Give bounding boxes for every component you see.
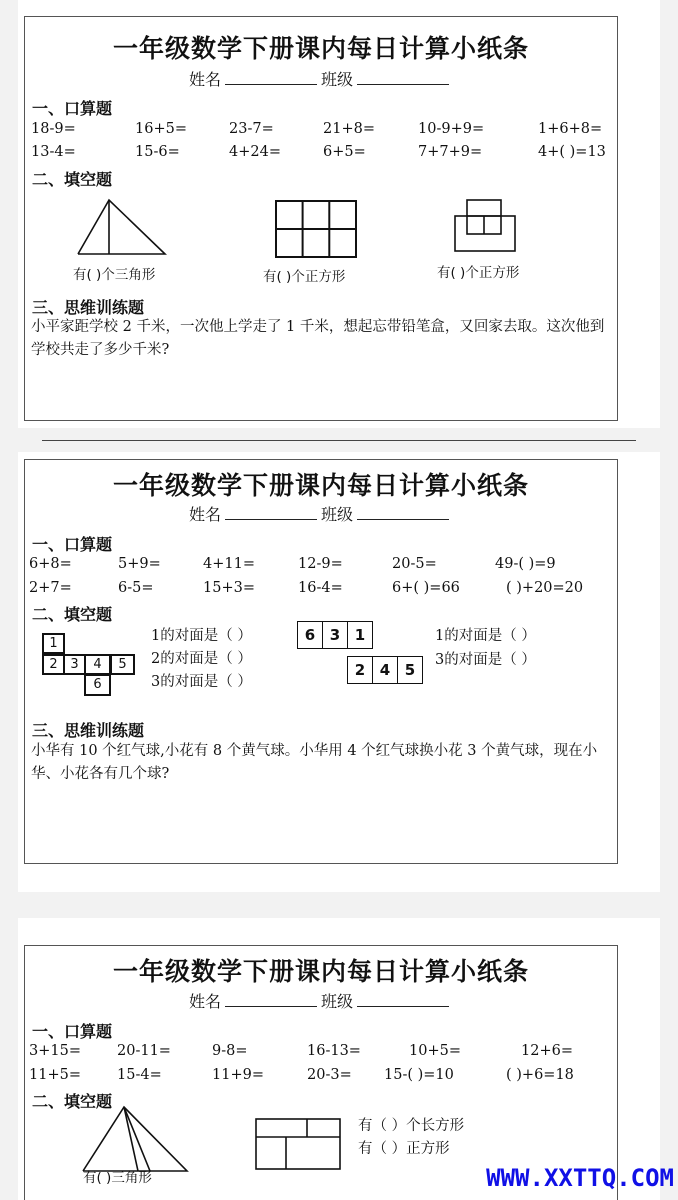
- class-label: 班级: [321, 992, 354, 1011]
- name-label: 姓名: [188, 70, 221, 89]
- section-fill: 二、填空题: [32, 605, 113, 624]
- section-oral: 一、口算题: [32, 99, 113, 118]
- oral-item: 4+11=: [203, 556, 255, 572]
- opposite-face-question: 2的对面是（ ）: [151, 651, 252, 667]
- overlap-caption: 有( )个正方形: [437, 265, 520, 281]
- word-problem: 小平家距学校 2 千米，一次他上学走了 1 千米，想起忘带铅笔盒，又回家去取。这次他到学校共走了多少千米?: [31, 319, 605, 358]
- oral-item: 20-5=: [392, 556, 437, 572]
- oral-item: 10-9+9=: [418, 121, 485, 137]
- oral-item: 10+5=: [409, 1043, 461, 1059]
- name-blank[interactable]: [225, 993, 317, 1007]
- opposite-face-question: 1的对面是（ ）: [151, 628, 252, 644]
- fan-triangle-figure: [80, 1104, 190, 1174]
- word-problem: 小华有 10 个红气球,小花有 8 个黄气球。小华用 4 个红气球换小花 3 个黄气球，现在小华、小花各有几个球?: [31, 743, 598, 782]
- oral-item: 12+6=: [521, 1043, 573, 1059]
- oral-item: 15-( )=10: [384, 1067, 454, 1083]
- name-blank[interactable]: [225, 71, 317, 85]
- grid-figure: [275, 200, 357, 258]
- net-square: 6: [84, 674, 111, 696]
- section-fill: 二、填空题: [32, 1092, 113, 1111]
- name-class-line: [25, 67, 617, 90]
- class-blank[interactable]: [357, 506, 449, 520]
- section-oral: 一、口算题: [32, 535, 113, 554]
- fill-question: 有（ ）正方形: [358, 1141, 450, 1157]
- rectangle-figure: [255, 1118, 341, 1170]
- oral-item: ( )+20=20: [506, 580, 584, 596]
- oral-item: 20-11=: [117, 1043, 171, 1059]
- oral-item: 11+9=: [212, 1067, 264, 1083]
- triangle-caption: 有( )个三角形: [73, 267, 156, 283]
- oral-item: 4+24=: [229, 144, 281, 160]
- oral-item: 6+8=: [29, 556, 72, 572]
- card-title: 一年级数学下册课内每日计算小纸条: [112, 34, 529, 63]
- site-watermark: WWW.XXTTQ.COM: [486, 1164, 674, 1192]
- section-thinking: 三、思维训练题: [32, 298, 145, 317]
- name-label: 姓名: [188, 992, 221, 1011]
- oral-item: 20-3=: [307, 1067, 352, 1083]
- oral-item: 18-9=: [31, 121, 76, 137]
- worksheet-card-3: [24, 945, 618, 1200]
- class-label: 班级: [321, 505, 354, 524]
- opposite-face-question: 3的对面是（ ）: [151, 674, 252, 690]
- oral-item: 3+15=: [29, 1043, 81, 1059]
- worksheet-card-1: [24, 16, 618, 421]
- oral-item: 16-4=: [298, 580, 343, 596]
- section-fill: 二、填空题: [32, 170, 113, 189]
- oral-item: 16+5=: [135, 121, 187, 137]
- class-blank[interactable]: [357, 71, 449, 85]
- oral-item: 2+7=: [29, 580, 72, 596]
- oral-item: 6-5=: [118, 580, 154, 596]
- oral-item: 15-4=: [117, 1067, 162, 1083]
- worksheet-card-2: [24, 459, 618, 864]
- net-square: 2: [347, 656, 373, 684]
- net-square: 5: [110, 654, 135, 675]
- name-label: 姓名: [188, 505, 221, 524]
- oral-item: 12-9=: [298, 556, 343, 572]
- oral-item: ( )+6=18: [506, 1067, 574, 1083]
- triangle-figure: [75, 197, 169, 257]
- oral-item: 1+6+8=: [538, 121, 603, 137]
- opposite-face-question: 1的对面是（ ）: [435, 628, 536, 644]
- net-square: 4: [372, 656, 398, 684]
- oral-item: 21+8=: [323, 121, 375, 137]
- oral-item: 4+( )=13: [538, 144, 606, 160]
- oral-item: 15+3=: [203, 580, 255, 596]
- divider-line: [42, 440, 636, 441]
- oral-item: 23-7=: [229, 121, 274, 137]
- name-class-line: [25, 502, 617, 525]
- grid-caption: 有( )个正方形: [263, 269, 346, 285]
- class-label: 班级: [321, 70, 354, 89]
- oral-item: 16-13=: [307, 1043, 361, 1059]
- oral-item: 5+9=: [118, 556, 161, 572]
- class-blank[interactable]: [357, 993, 449, 1007]
- fill-question: 有（ ）个长方形: [358, 1118, 465, 1134]
- section-thinking: 三、思维训练题: [32, 721, 145, 740]
- section-oral: 一、口算题: [32, 1022, 113, 1041]
- oral-item: 15-6=: [135, 144, 180, 160]
- oral-item: 13-4=: [31, 144, 76, 160]
- fan-triangle-caption: 有( )三角形: [83, 1170, 152, 1186]
- net-square: 1: [42, 633, 65, 654]
- net-square: 3: [322, 621, 348, 649]
- card-title: 一年级数学下册课内每日计算小纸条: [112, 471, 529, 500]
- oral-item: 7+7+9=: [418, 144, 483, 160]
- opposite-face-question: 3的对面是（ ）: [435, 652, 536, 668]
- net-square: 1: [347, 621, 373, 649]
- oral-item: 6+5=: [323, 144, 366, 160]
- card-title: 一年级数学下册课内每日计算小纸条: [112, 957, 529, 986]
- oral-item: 6+( )=66: [392, 580, 460, 596]
- net-square: 5: [397, 656, 423, 684]
- net-square: 3: [63, 654, 86, 675]
- net-square: 4: [84, 654, 111, 675]
- oral-item: 11+5=: [29, 1067, 81, 1083]
- overlap-squares-figure: [453, 198, 517, 254]
- oral-item: 49-( )=9: [495, 556, 556, 572]
- name-class-line: [25, 989, 617, 1012]
- net-square: 2: [42, 654, 65, 675]
- net-square: 6: [297, 621, 323, 649]
- oral-item: 9-8=: [212, 1043, 248, 1059]
- name-blank[interactable]: [225, 506, 317, 520]
